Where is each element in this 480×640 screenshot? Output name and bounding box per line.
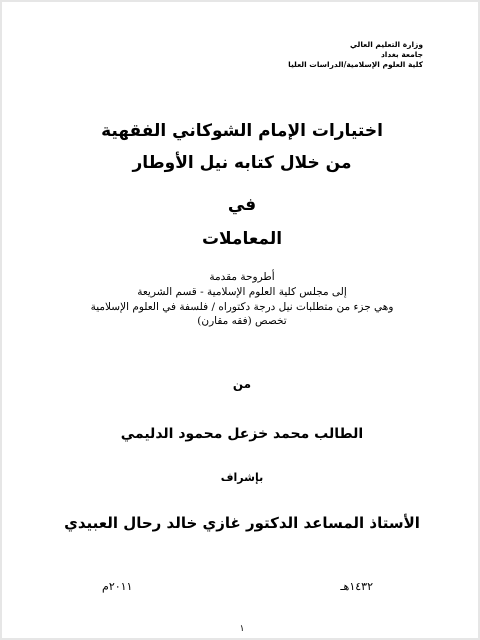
submission-line-4: تخصص (فقه مقارن): [197, 315, 287, 327]
submission-line-3: وهي جزء من متطلبات نيل درجة دكتوراه / فلسفة في العلوم الإسلامية: [90, 301, 394, 313]
college-name: كلية العلوم الإسلامية/الدراسات العليا: [288, 60, 423, 69]
ministry-name: وزارة التعليم العالي: [349, 40, 423, 49]
thesis-title-line-3: في: [227, 195, 257, 215]
page-number: ١: [239, 624, 245, 634]
submission-line-2: إلى مجلس كلية العلوم الإسلامية - قسم الشريعة: [137, 286, 347, 298]
submission-line-1: أطروحة مقدمة: [209, 271, 275, 283]
thesis-title-line-4: المعاملات: [201, 229, 283, 249]
thesis-title-line-1: اختيارات الإمام الشوكاني الفقهية: [101, 121, 383, 141]
university-name: جامعة بغداد: [380, 50, 423, 59]
student-name: الطالب محمد خزعل محمود الدليمي: [120, 426, 364, 442]
supervisor-name: الأستاذ المساعد الدكتور غازي خالد رحال العبيدي: [64, 514, 420, 532]
institution-header: [288, 40, 423, 70]
date-hijri: ١٤٣٢هـ: [340, 580, 373, 593]
thesis-title-line-2: من خلال كتابه نيل الأوطار: [132, 153, 352, 173]
from-label: من: [232, 377, 252, 391]
supervision-label: بإشراف: [220, 471, 264, 484]
date-gregorian: ٢٠١١م: [102, 580, 133, 593]
